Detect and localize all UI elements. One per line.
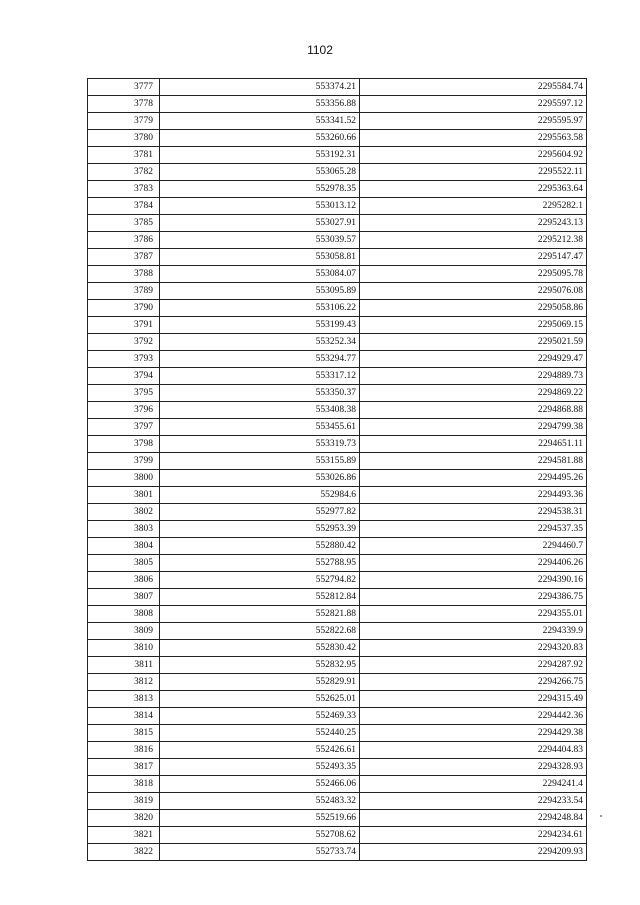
coordinate-table: [87, 78, 587, 861]
y-coordinate-cell: 2294460.7: [360, 538, 587, 555]
y-coordinate-cell: 2295563.58: [360, 130, 587, 147]
x-coordinate-cell: 553319.73: [160, 436, 360, 453]
y-coordinate-cell: 2294287.92: [360, 657, 587, 674]
point-id-cell: 3799: [88, 453, 160, 470]
point-id-cell: 3787: [88, 249, 160, 266]
x-coordinate-cell: 553199.43: [160, 317, 360, 334]
x-coordinate-cell: 552812.84: [160, 589, 360, 606]
x-coordinate-cell: 552519.66: [160, 810, 360, 827]
point-id-cell: 3783: [88, 181, 160, 198]
point-id-cell: 3788: [88, 266, 160, 283]
table-row: [88, 776, 587, 793]
x-coordinate-cell: 552832.95: [160, 657, 360, 674]
table-row: [88, 725, 587, 742]
point-id-cell: 3821: [88, 827, 160, 844]
table-row: [88, 402, 587, 419]
y-coordinate-cell: 2294404.83: [360, 742, 587, 759]
table-row: [88, 759, 587, 776]
point-id-cell: 3809: [88, 623, 160, 640]
table-row: [88, 181, 587, 198]
x-coordinate-cell: 552469.33: [160, 708, 360, 725]
point-id-cell: 3802: [88, 504, 160, 521]
y-coordinate-cell: 2295597.12: [360, 96, 587, 113]
point-id-cell: 3806: [88, 572, 160, 589]
point-id-cell: 3807: [88, 589, 160, 606]
y-coordinate-cell: 2295069.15: [360, 317, 587, 334]
y-coordinate-cell: 2294538.31: [360, 504, 587, 521]
table-row: [88, 147, 587, 164]
y-coordinate-cell: 2294406.26: [360, 555, 587, 572]
y-coordinate-cell: 2295021.59: [360, 334, 587, 351]
y-coordinate-cell: 2294390.16: [360, 572, 587, 589]
point-id-cell: 3780: [88, 130, 160, 147]
y-coordinate-cell: 2295363.64: [360, 181, 587, 198]
point-id-cell: 3793: [88, 351, 160, 368]
y-coordinate-cell: 2294266.75: [360, 674, 587, 691]
x-coordinate-cell: 553341.52: [160, 113, 360, 130]
y-coordinate-cell: 2294799.38: [360, 419, 587, 436]
table-row: [88, 674, 587, 691]
point-id-cell: 3803: [88, 521, 160, 538]
point-id-cell: 3811: [88, 657, 160, 674]
table-row: [88, 368, 587, 385]
coordinate-table-body: [88, 79, 587, 861]
point-id-cell: 3805: [88, 555, 160, 572]
table-row: [88, 487, 587, 504]
table-row: [88, 351, 587, 368]
y-coordinate-cell: 2294234.61: [360, 827, 587, 844]
table-row: [88, 283, 587, 300]
point-id-cell: 3796: [88, 402, 160, 419]
y-coordinate-cell: 2294889.73: [360, 368, 587, 385]
point-id-cell: 3798: [88, 436, 160, 453]
x-coordinate-cell: 553252.34: [160, 334, 360, 351]
point-id-cell: 3790: [88, 300, 160, 317]
table-row: [88, 436, 587, 453]
table-row: [88, 555, 587, 572]
x-coordinate-cell: 553084.07: [160, 266, 360, 283]
x-coordinate-cell: 553013.12: [160, 198, 360, 215]
y-coordinate-cell: 2294320.83: [360, 640, 587, 657]
y-coordinate-cell: 2294328.93: [360, 759, 587, 776]
x-coordinate-cell: 553065.28: [160, 164, 360, 181]
y-coordinate-cell: 2294355.01: [360, 606, 587, 623]
point-id-cell: 3781: [88, 147, 160, 164]
x-coordinate-cell: 552977.82: [160, 504, 360, 521]
x-coordinate-cell: 553027.91: [160, 215, 360, 232]
y-coordinate-cell: 2294929.47: [360, 351, 587, 368]
y-coordinate-cell: 2294493.36: [360, 487, 587, 504]
table-row: [88, 538, 587, 555]
x-coordinate-cell: 552829.91: [160, 674, 360, 691]
point-id-cell: 3782: [88, 164, 160, 181]
point-id-cell: 3815: [88, 725, 160, 742]
y-coordinate-cell: 2295095.78: [360, 266, 587, 283]
table-row: [88, 606, 587, 623]
point-id-cell: 3812: [88, 674, 160, 691]
scan-speck: [600, 815, 602, 817]
x-coordinate-cell: 552788.95: [160, 555, 360, 572]
y-coordinate-cell: 2294442.36: [360, 708, 587, 725]
point-id-cell: 3820: [88, 810, 160, 827]
table-row: [88, 300, 587, 317]
point-id-cell: 3817: [88, 759, 160, 776]
table-row: [88, 419, 587, 436]
x-coordinate-cell: 553350.37: [160, 385, 360, 402]
y-coordinate-cell: 2294869.22: [360, 385, 587, 402]
table-row: [88, 742, 587, 759]
x-coordinate-cell: 552625.01: [160, 691, 360, 708]
y-coordinate-cell: 2294537.35: [360, 521, 587, 538]
x-coordinate-cell: 552984.6: [160, 487, 360, 504]
table-row: [88, 844, 587, 861]
x-coordinate-cell: 553294.77: [160, 351, 360, 368]
x-coordinate-cell: 552978.35: [160, 181, 360, 198]
point-id-cell: 3797: [88, 419, 160, 436]
table-row: [88, 130, 587, 147]
point-id-cell: 3800: [88, 470, 160, 487]
point-id-cell: 3789: [88, 283, 160, 300]
point-id-cell: 3792: [88, 334, 160, 351]
y-coordinate-cell: 2295147.47: [360, 249, 587, 266]
x-coordinate-cell: 552440.25: [160, 725, 360, 742]
table-row: [88, 470, 587, 487]
table-row: [88, 504, 587, 521]
x-coordinate-cell: 553374.21: [160, 79, 360, 96]
x-coordinate-cell: 553026.86: [160, 470, 360, 487]
y-coordinate-cell: 2294495.26: [360, 470, 587, 487]
x-coordinate-cell: 552821.88: [160, 606, 360, 623]
point-id-cell: 3777: [88, 79, 160, 96]
x-coordinate-cell: 553192.31: [160, 147, 360, 164]
x-coordinate-cell: 552483.32: [160, 793, 360, 810]
table-row: [88, 385, 587, 402]
page-number: 1102: [307, 43, 333, 57]
x-coordinate-cell: 552822.68: [160, 623, 360, 640]
y-coordinate-cell: 2295595.97: [360, 113, 587, 130]
y-coordinate-cell: 2294248.84: [360, 810, 587, 827]
y-coordinate-cell: 2294233.54: [360, 793, 587, 810]
point-id-cell: 3810: [88, 640, 160, 657]
table-row: [88, 334, 587, 351]
point-id-cell: 3795: [88, 385, 160, 402]
table-row: [88, 198, 587, 215]
point-id-cell: 3779: [88, 113, 160, 130]
y-coordinate-cell: 2295212.38: [360, 232, 587, 249]
y-coordinate-cell: 2295076.08: [360, 283, 587, 300]
point-id-cell: 3822: [88, 844, 160, 861]
y-coordinate-cell: 2294315.49: [360, 691, 587, 708]
point-id-cell: 3794: [88, 368, 160, 385]
table-row: [88, 164, 587, 181]
x-coordinate-cell: 553356.88: [160, 96, 360, 113]
point-id-cell: 3814: [88, 708, 160, 725]
y-coordinate-cell: 2294651.11: [360, 436, 587, 453]
table-row: [88, 623, 587, 640]
x-coordinate-cell: 553039.57: [160, 232, 360, 249]
x-coordinate-cell: 552830.42: [160, 640, 360, 657]
x-coordinate-cell: 553260.66: [160, 130, 360, 147]
point-id-cell: 3778: [88, 96, 160, 113]
table-row: [88, 232, 587, 249]
table-row: [88, 113, 587, 130]
table-row: [88, 589, 587, 606]
table-row: [88, 266, 587, 283]
table-row: [88, 521, 587, 538]
point-id-cell: 3818: [88, 776, 160, 793]
y-coordinate-cell: 2295282.1: [360, 198, 587, 215]
y-coordinate-cell: 2294386.75: [360, 589, 587, 606]
table-row: [88, 453, 587, 470]
y-coordinate-cell: 2295584.74: [360, 79, 587, 96]
y-coordinate-cell: 2294339.9: [360, 623, 587, 640]
table-row: [88, 691, 587, 708]
table-row: [88, 657, 587, 674]
x-coordinate-cell: 553455.61: [160, 419, 360, 436]
x-coordinate-cell: 552426.61: [160, 742, 360, 759]
y-coordinate-cell: 2294429.38: [360, 725, 587, 742]
y-coordinate-cell: 2294581.88: [360, 453, 587, 470]
x-coordinate-cell: 553155.89: [160, 453, 360, 470]
table-row: [88, 708, 587, 725]
x-coordinate-cell: 552880.42: [160, 538, 360, 555]
x-coordinate-cell: 552953.39: [160, 521, 360, 538]
table-row: [88, 79, 587, 96]
x-coordinate-cell: 553058.81: [160, 249, 360, 266]
point-id-cell: 3801: [88, 487, 160, 504]
point-id-cell: 3791: [88, 317, 160, 334]
point-id-cell: 3804: [88, 538, 160, 555]
y-coordinate-cell: 2294209.93: [360, 844, 587, 861]
table-row: [88, 96, 587, 113]
x-coordinate-cell: 553408.38: [160, 402, 360, 419]
table-row: [88, 317, 587, 334]
point-id-cell: 3819: [88, 793, 160, 810]
x-coordinate-cell: 553095.89: [160, 283, 360, 300]
point-id-cell: 3786: [88, 232, 160, 249]
table-row: [88, 793, 587, 810]
y-coordinate-cell: 2295604.92: [360, 147, 587, 164]
y-coordinate-cell: 2294868.88: [360, 402, 587, 419]
y-coordinate-cell: 2295522.11: [360, 164, 587, 181]
table-row: [88, 810, 587, 827]
x-coordinate-cell: 552708.62: [160, 827, 360, 844]
table-row: [88, 215, 587, 232]
x-coordinate-cell: 552794.82: [160, 572, 360, 589]
point-id-cell: 3784: [88, 198, 160, 215]
x-coordinate-cell: 553317.12: [160, 368, 360, 385]
y-coordinate-cell: 2295243.13: [360, 215, 587, 232]
table-row: [88, 640, 587, 657]
x-coordinate-cell: 552733.74: [160, 844, 360, 861]
x-coordinate-cell: 553106.22: [160, 300, 360, 317]
x-coordinate-cell: 552466.06: [160, 776, 360, 793]
table-row: [88, 827, 587, 844]
table-row: [88, 572, 587, 589]
point-id-cell: 3785: [88, 215, 160, 232]
x-coordinate-cell: 552493.35: [160, 759, 360, 776]
point-id-cell: 3808: [88, 606, 160, 623]
point-id-cell: 3816: [88, 742, 160, 759]
y-coordinate-cell: 2295058.86: [360, 300, 587, 317]
point-id-cell: 3813: [88, 691, 160, 708]
y-coordinate-cell: 2294241.4: [360, 776, 587, 793]
table-row: [88, 249, 587, 266]
